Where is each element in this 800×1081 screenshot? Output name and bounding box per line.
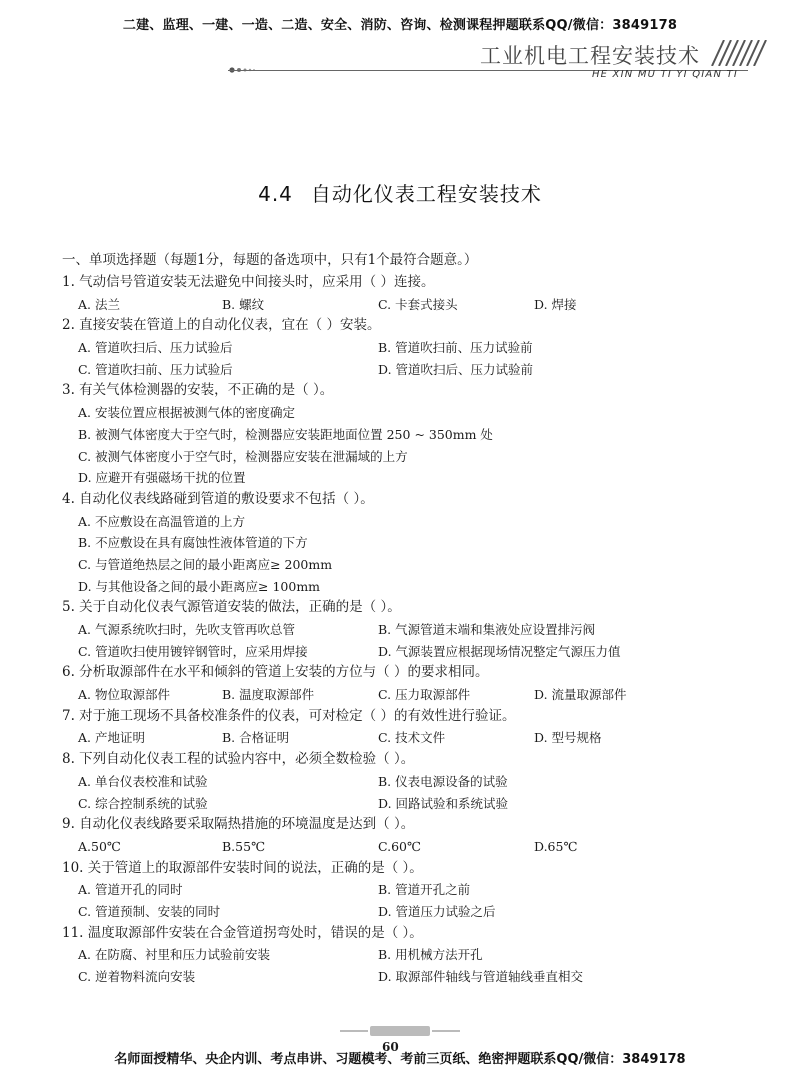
section-number: 4.4	[258, 182, 293, 206]
option-b: B. 管道吹扫前、压力试验前	[378, 340, 533, 356]
option-row	[62, 944, 752, 966]
option-c: C. 管道吹扫使用镀锌钢管时，应采用焊接	[78, 643, 308, 659]
option-a: A. 管道开孔的同时	[78, 882, 183, 898]
option-d: D. 气源装置应根据现场情况整定气源压力值	[378, 643, 621, 659]
option-d: D. 管道压力试验之后	[378, 903, 496, 919]
running-header-title: 工业机电工程安装技术	[480, 44, 700, 68]
option-a: A. 物位取源部件	[78, 687, 170, 703]
question-2	[62, 315, 752, 380]
option-c: C. 综合控制系统的试验	[78, 795, 208, 811]
option-b: B. 气源管道末端和集液处应设置排污阀	[378, 622, 596, 637]
question-stem: 2. 直接安装在管道上的自动化仪表，宜在（ ）安装。	[62, 317, 381, 334]
top-banner: 二建、监理、一建、一造、二造、安全、消防、咨询、检测课程押题联系QQ/微信：3849178	[122, 18, 678, 33]
option-d: D. 流量取源部件	[534, 687, 627, 703]
option-row	[62, 879, 752, 901]
option-a: A. 安装位置应根据被测气体的密度确定	[78, 405, 295, 421]
question-stem: 7. 对于施工现场不具备校准条件的仪表，可对检定（ ）的有效性进行验证。	[62, 707, 516, 724]
option-row	[62, 619, 752, 641]
question-stem: 8. 下列自动化仪表工程的试验内容中，必须全数检验（ ）。	[62, 751, 415, 768]
option-row	[62, 359, 752, 381]
option-row	[62, 966, 752, 988]
option-a: A.50℃	[78, 838, 121, 854]
option-c: C. 管道吹扫前、压力试验后	[78, 361, 233, 377]
instructions: 一、单项选择题（每题1分，每题的备选项中，只有1个最符合题意。）	[62, 252, 478, 268]
option-c: C. 被测气体密度小于空气时，检测器应安装在泄漏域的上方	[78, 448, 408, 464]
option-b: B. 合格证明	[222, 730, 290, 746]
option-a: A. 法兰	[78, 296, 120, 312]
option-a: A. 不应敷设在高温管道的上方	[78, 513, 245, 529]
question-stem: 5. 关于自动化仪表气源管道安装的做法，正确的是（ ）。	[62, 599, 401, 616]
option-b: B. 管道开孔之前	[378, 882, 471, 898]
option-b: B. 被测气体密度大于空气时，检测器应安装距地面位置 250 ~ 350mm 处	[78, 426, 493, 442]
option-b: B. 仪表电源设备的试验	[378, 773, 508, 789]
question-3	[62, 380, 752, 488]
question-stem: 1. 气动信号管道安装无法避免中间接头时，应采用（ ）连接。	[62, 274, 435, 290]
option-a: A. 在防腐、衬里和压力试验前安装	[78, 947, 270, 963]
option-c: C. 压力取源部件	[378, 687, 471, 703]
option-c: C. 卡套式接头	[378, 296, 458, 312]
option-row	[62, 836, 752, 858]
question-4	[62, 489, 752, 597]
question-stem: 3. 有关气体检测器的安装，不正确的是（ ）。	[62, 382, 334, 399]
option-row	[62, 901, 752, 923]
option-row	[62, 684, 752, 706]
option-c: C. 逆着物料流向安装	[78, 969, 196, 984]
option-row	[62, 294, 752, 316]
page-number: 60	[382, 1040, 399, 1054]
section-title	[0, 178, 800, 207]
option-c: C.60℃	[378, 838, 421, 854]
option-a: A. 管道吹扫后、压力试验后	[78, 340, 233, 356]
option-b: B. 不应敷设在具有腐蚀性液体管道的下方	[78, 535, 308, 551]
option-d: D. 焊接	[534, 296, 577, 312]
stripes-decoration-icon	[706, 40, 770, 66]
question-11	[62, 923, 752, 988]
option-d: D. 应避开有强磁场干扰的位置	[78, 470, 246, 486]
question-stem: 10. 关于管道上的取源部件安装时间的说法，正确的是（ ）。	[62, 859, 423, 876]
question-list	[62, 272, 752, 988]
question-stem: 4. 自动化仪表线路碰到管道的敷设要求不包括（ ）。	[62, 490, 374, 507]
question-stem: 11. 温度取源部件安装在合金管道拐弯处时，错误的是（ ）。	[62, 924, 423, 941]
option-d: D. 回路试验和系统试验	[378, 795, 509, 811]
option-b: B. 螺纹	[222, 296, 265, 312]
option-row	[62, 793, 752, 815]
option-d: D.65℃	[534, 838, 578, 854]
option-a: A. 气源系统吹扫时，先吹支管再吹总管	[78, 622, 295, 637]
option-d: D. 型号规格	[534, 730, 602, 746]
question-10	[62, 858, 752, 923]
question-1	[62, 272, 752, 315]
option-b: B. 用机械方法开孔	[378, 947, 483, 963]
option-d: D. 管道吹扫后、压力试验前	[378, 361, 534, 377]
question-5	[62, 597, 752, 662]
option-row	[62, 771, 752, 793]
option-c: C. 与管道绝热层之间的最小距离应≥ 200mm	[78, 556, 333, 572]
option-b: B. 温度取源部件	[222, 687, 315, 703]
option-row	[62, 727, 752, 749]
option-d: D. 取源部件轴线与管道轴线垂直相交	[378, 969, 584, 984]
footer-ornament-icon	[340, 1024, 460, 1038]
option-row	[62, 641, 752, 663]
option-a: A. 单台仪表校准和试验	[78, 773, 208, 789]
question-8	[62, 749, 752, 814]
option-c: C. 技术文件	[378, 730, 446, 746]
question-6	[62, 662, 752, 705]
option-c: C. 管道预制、安装的同时	[78, 903, 221, 919]
option-d: D. 与其他设备之间的最小距离应≥ 100mm	[78, 578, 321, 594]
question-stem: 9. 自动化仪表线路要采取隔热措施的环境温度是达到（ ）。	[62, 816, 415, 833]
section-name: 自动化仪表工程安装技术	[310, 182, 542, 206]
running-header-subtitle: HE XIN MU TI YI QIAN TI	[591, 69, 738, 80]
question-9	[62, 814, 752, 857]
option-b: B.55℃	[222, 838, 266, 854]
question-7	[62, 706, 752, 749]
option-row	[62, 337, 752, 359]
question-stem: 6. 分析取源部件在水平和倾斜的管道上安装的方位与（ ）的要求相同。	[62, 664, 489, 681]
bottom-banner: 名师面授精华、央企内训、考点串讲、习题模考、考前三页纸、绝密押题联系QQ/微信：3849178	[114, 1052, 686, 1067]
option-a: A. 产地证明	[78, 730, 145, 746]
